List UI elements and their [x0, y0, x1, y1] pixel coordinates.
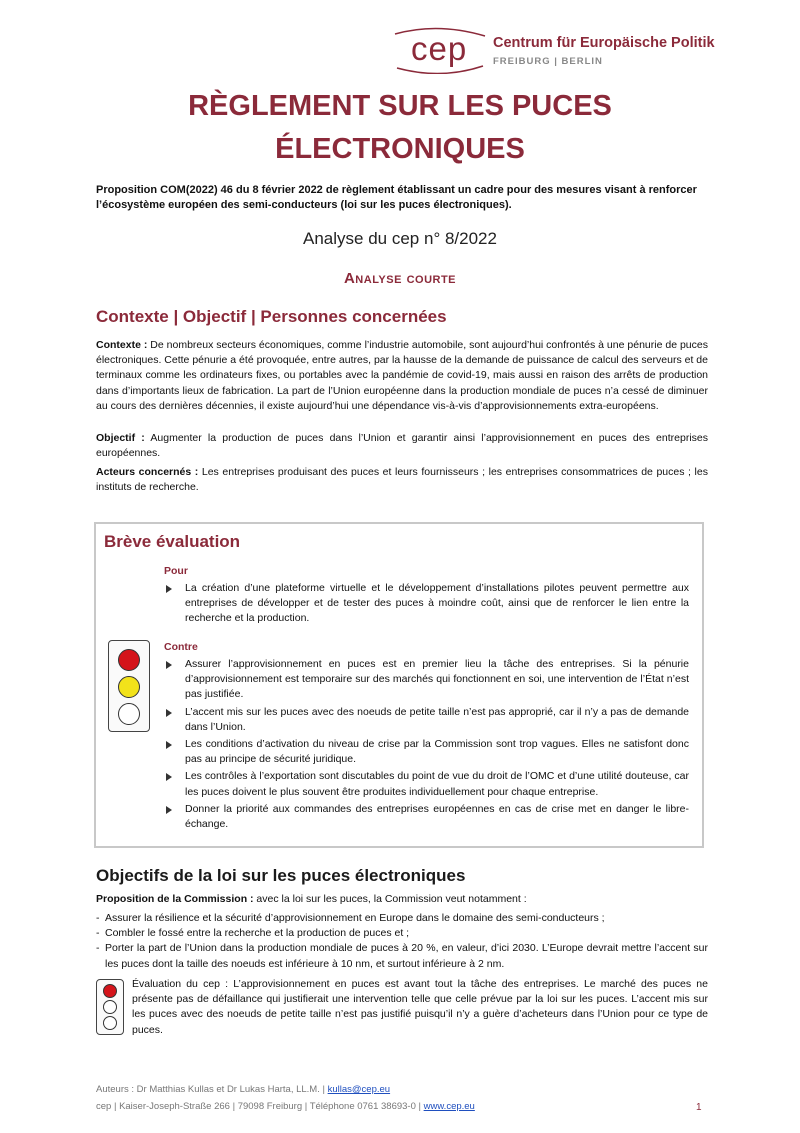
contre-item: Les contrôles à l’exportation sont discutables du point de vue du droit de l’OMC et d’une utilité douteuse, car les puces doivent le plus souvent être produites individuellement pour chaque entreprise.	[164, 769, 689, 799]
acteurs-paragraph	[96, 465, 708, 495]
author-email-link[interactable]: kullas@cep.eu	[327, 1084, 391, 1095]
logo-text: cep	[411, 30, 468, 67]
objectives-heading: Objectifs de la loi sur les puces électroniques	[96, 866, 466, 885]
intro-text: avec la loi sur les puces, la Commission veut notamment :	[253, 893, 527, 905]
contre-label: Contre	[164, 641, 198, 653]
bullet-triangle-icon	[166, 585, 172, 593]
red-light-icon	[103, 984, 117, 998]
title-line-2: ÉLECTRONIQUES	[275, 133, 525, 165]
intro-label: Proposition de la Commission :	[96, 893, 254, 905]
yellow-light-icon	[118, 676, 140, 698]
contre-list	[164, 657, 689, 834]
commission-proposal-intro	[96, 892, 708, 907]
short-evaluation-box	[94, 522, 704, 848]
subtitle-text: Proposition COM(2022) 46 du 8 février 2022 de règlement établissant un cadre pour des mesures visant à renforcer l’écosystème européen des semi-conducteurs (loi sur les puces électroniques).	[96, 184, 697, 211]
red-light-icon	[118, 649, 140, 671]
objectif-label: Objectif :	[96, 432, 145, 444]
green-light-off-icon	[103, 1016, 117, 1030]
bullet-triangle-icon	[166, 741, 172, 749]
pour-item: La création d’une plateforme virtuelle et le développement d’installations pilotes peuvent permettre aux entreprises de développer et de tester des puces à moindre coût, ainsi que de renforcer le lien entre la recherche et la production.	[164, 581, 689, 627]
website-link[interactable]: www.cep.eu	[423, 1101, 475, 1112]
page-number: 1	[696, 1102, 702, 1113]
bullet-triangle-icon	[166, 661, 172, 669]
objectif-paragraph	[96, 431, 708, 461]
acteurs-label: Acteurs concernés :	[96, 466, 199, 478]
footer-address	[96, 1101, 475, 1112]
traffic-light-small-icon	[96, 979, 124, 1035]
objectives-list	[96, 911, 708, 972]
traffic-light-icon	[108, 640, 150, 732]
analysis-type: Analyse courte	[343, 270, 457, 287]
org-name: Centrum für Europäische Politik	[493, 35, 715, 51]
org-cities: FREIBURG | BERLIN	[493, 56, 603, 67]
footer-authors	[96, 1084, 390, 1095]
evaluation-heading: Brève évaluation	[104, 532, 241, 551]
objective-item: - Porter la part de l’Union dans la production mondiale de puces à 20 %, en valeur, d’ici 2030. L’Europe devrait mettre l’accent sur les puces dont la taille des noeuds est inférieure à 10 nm, et surtout inférieure à 2 nm.	[96, 941, 708, 971]
objective-item: - Combler le fossé entre la recherche et la production de puces et ;	[96, 926, 708, 941]
yellow-light-off-icon	[103, 1000, 117, 1014]
objectif-text: Augmenter la production de puces dans l’Union et garantir ainsi l’approvisionnement en puces des entreprises européennes.	[96, 432, 708, 460]
title-line-1: RÈGLEMENT SUR LES PUCES	[188, 90, 612, 122]
proposal-subtitle	[96, 183, 708, 213]
bullet-triangle-icon	[166, 773, 172, 781]
cep-evaluation-paragraph: Évaluation du cep : L’approvisionnement en puces est avant tout la tâche des entreprises. Le marché des puces ne présente pas de défaillance qui justifierait une intervention telle que celle prévue par la loi sur les puces. L’accent mis sur les puces avec des noeuds de petite taille n’est pas justifié puisqu’il n’y a guère d’acheteurs dans l’Union pour ce type de puces.	[132, 978, 708, 1036]
contexte-paragraph	[96, 338, 708, 414]
context-heading: Contexte | Objectif | Personnes concernées	[96, 307, 447, 326]
acteurs-text: Les entreprises produisant des puces et leurs fournisseurs ; les entreprises consommatrices de puces ; les instituts de recherche.	[96, 466, 708, 494]
analysis-number: Analyse du cep n° 8/2022	[303, 229, 497, 248]
contre-item: Donner la priorité aux commandes des entreprises européennes en cas de crise met en danger le libre-échange.	[164, 802, 689, 832]
contre-item: L’accent mis sur les puces avec des noeuds de petite taille n’est pas approprié, car il n’y a pas de demande dans l’Union.	[164, 705, 689, 735]
contexte-text: De nombreux secteurs économiques, comme l’industrie automobile, sont aujourd’hui confrontés à une pénurie de puces électroniques. Cette pénurie a été provoquée, entre autres, par la hausse de la demande de puissance de calcul des serveurs et de terminaux comme les ordinateurs fixes, ou portables avec la pandémie de covid-19, mais aussi en raison des arrêts de production dans d’importants lieux de fabrication. La part de l’Union européenne dans la production mondiale de puces n’a cessé de diminuer au cours des dernières décennies, il existe aujourd’hui une dépendance vis-à-vis d’approvisionnements extra-européens.	[96, 339, 708, 412]
cep-logo	[393, 26, 723, 74]
bullet-triangle-icon	[166, 709, 172, 717]
contre-item: Les conditions d’activation du niveau de crise par la Commission sont trop vagues. Elles ne satisfont donc pas au principe de sécurité juridique.	[164, 737, 689, 767]
contre-item: Assurer l’approvisionnement en puces est en premier lieu la tâche des entreprises. Si la pénurie d’approvisionnement est temporaire sur des marchés qui fonctionnent en soi, une intervention de l’État n’est pas justifiée.	[164, 657, 689, 703]
pour-list	[164, 581, 689, 629]
authors-text: Auteurs : Dr Matthias Kullas et Dr Lukas Harta, LL.M. |	[96, 1084, 328, 1095]
address-text: cep | Kaiser-Joseph-Straße 266 | 79098 Freiburg | Téléphone 0761 38693-0 |	[96, 1101, 424, 1112]
objective-item: - Assurer la résilience et la sécurité d’approvisionnement en Europe dans le domaine des semi-conducteurs ;	[96, 911, 708, 926]
pour-label: Pour	[164, 565, 188, 577]
bullet-triangle-icon	[166, 806, 172, 814]
green-light-off-icon	[118, 703, 140, 725]
document-title	[100, 85, 700, 171]
contexte-label: Contexte :	[96, 339, 148, 351]
